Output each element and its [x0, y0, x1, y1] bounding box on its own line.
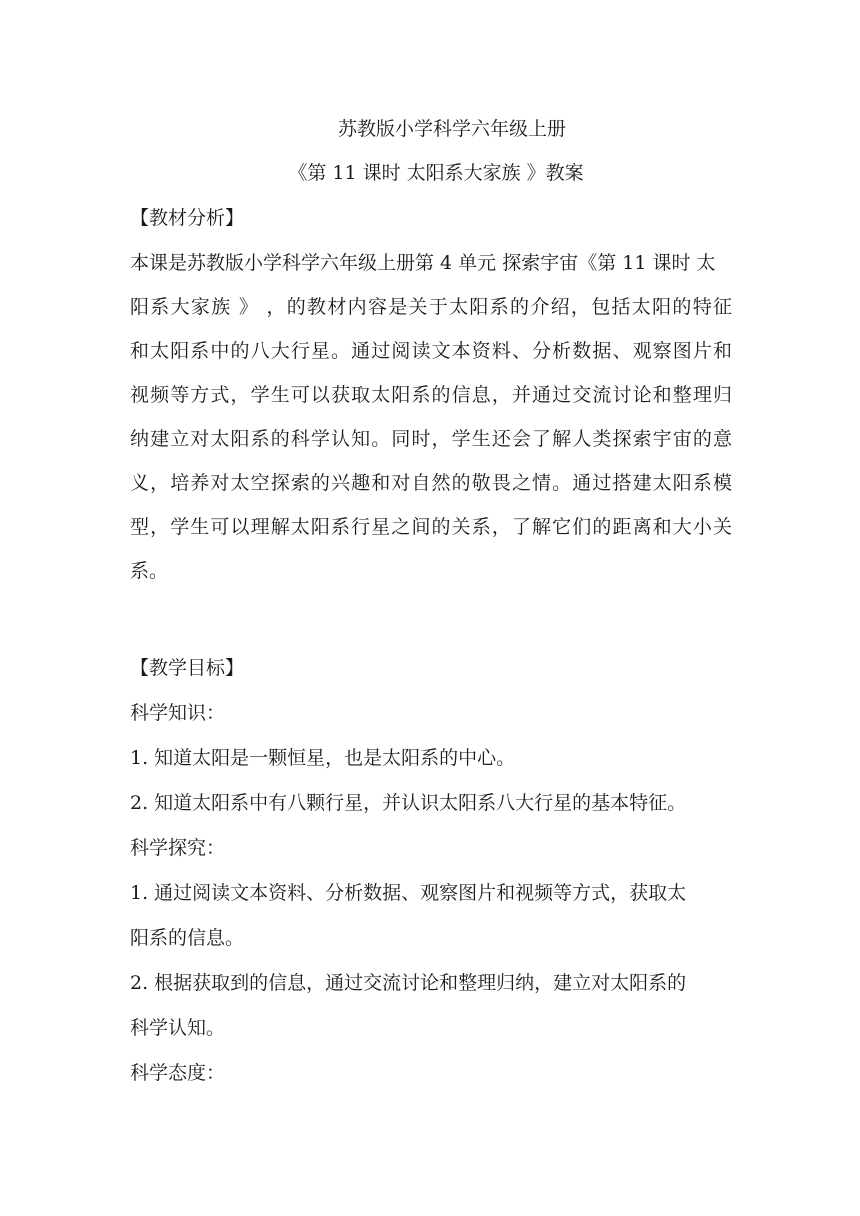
list-item: 2. 知道太阳系中有八颗行星，并认识太阳系八大行星的基本特征。 — [130, 792, 687, 814]
subheading-science-knowledge: 科学知识： — [130, 702, 226, 724]
document-title: 苏教版小学科学六年级上册 — [337, 118, 566, 140]
list-item: 1. 知道太阳是一颗恒星，也是太阳系的中心。 — [130, 747, 516, 769]
subheading-science-inquiry: 科学探究： — [130, 837, 226, 859]
paragraph-line: 义，培养对太空探索的兴趣和对自然的敬畏之情。通过搭建太阳系模 — [130, 472, 732, 494]
list-item-line: 阳系的信息。 — [130, 927, 245, 949]
list-item-line: 1. 通过阅读文本资料、分析数据、观察图片和视频等方式，获取太 — [130, 882, 687, 904]
paragraph-line: 纳建立对太阳系的科学认知。同时，学生还会了解人类探索宇宙的意 — [130, 428, 732, 450]
document-subtitle: 《第 11 课时 太阳系大家族 》教案 — [288, 162, 584, 184]
section-heading-textbook-analysis: 【教材分析】 — [130, 207, 245, 229]
list-item-line: 科学认知。 — [130, 1017, 226, 1039]
paragraph-line: 本课是苏教版小学科学六年级上册第 4 单元 探索宇宙《第 11 课时 太 — [130, 252, 716, 274]
section-heading-teaching-goals: 【教学目标】 — [130, 657, 245, 679]
paragraph-line: 阳系大家族 》 ，的教材内容是关于太阳系的介绍，包括太阳的特征 — [130, 296, 732, 318]
list-item-line: 2. 根据获取到的信息，通过交流讨论和整理归纳，建立对太阳系的 — [130, 972, 687, 994]
subheading-science-attitude: 科学态度： — [130, 1062, 226, 1084]
paragraph-line: 视频等方式，学生可以获取太阳系的信息，并通过交流讨论和整理归 — [130, 384, 732, 406]
paragraph-line: 型，学生可以理解太阳系行星之间的关系，了解它们的距离和大小关 — [130, 516, 732, 538]
paragraph-line: 和太阳系中的八大行星。通过阅读文本资料、分析数据、观察图片和 — [130, 340, 732, 362]
paragraph-line: 系。 — [130, 560, 169, 582]
